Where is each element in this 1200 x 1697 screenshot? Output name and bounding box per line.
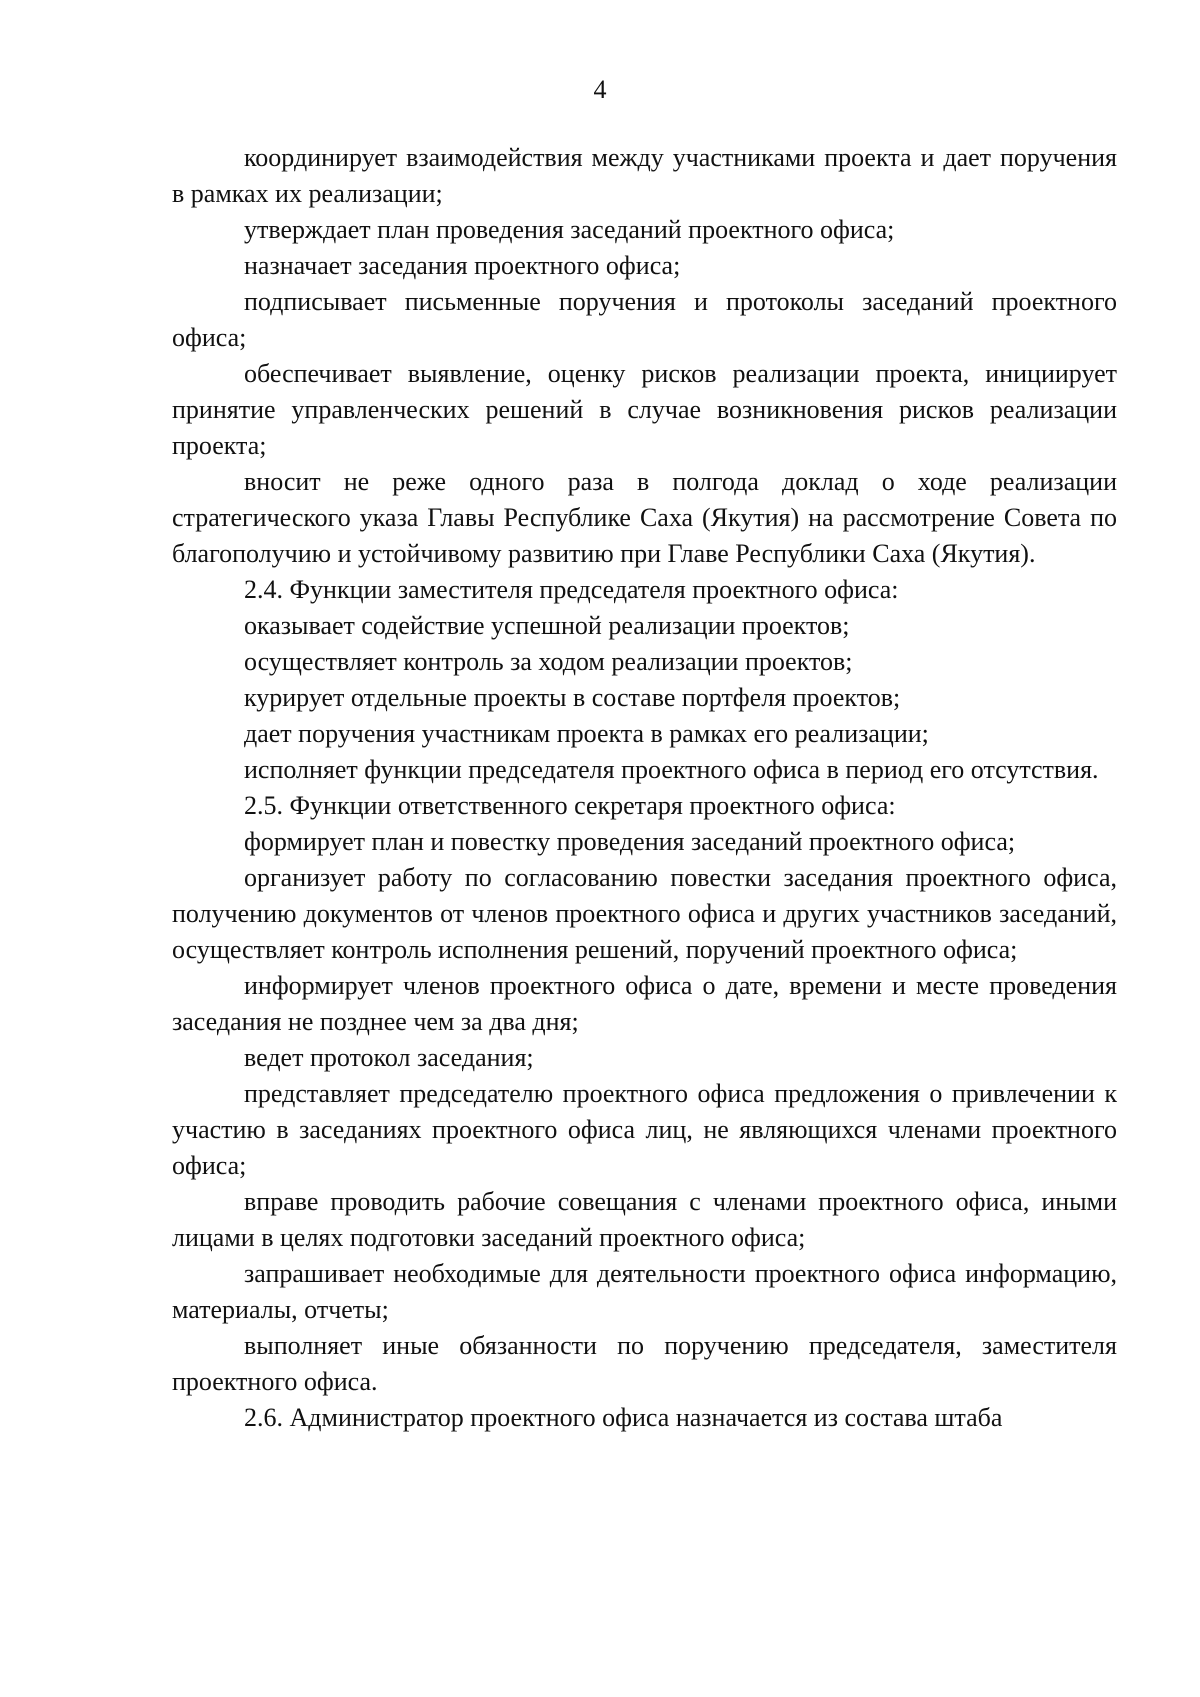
paragraph: формирует план и повестку проведения заседаний проектного офиса; (244, 827, 1016, 856)
paragraph: информирует членов проектного офиса о дате, времени и месте проведения заседания не позднее чем за два дня; (172, 971, 1117, 1036)
paragraph: курирует отдельные проекты в составе портфеля проектов; (244, 683, 901, 712)
paragraph: дает поручения участникам проекта в рамках его реализации; (244, 719, 929, 748)
paragraph: обеспечивает выявление, оценку рисков реализации проекта, инициирует принятие управленческих решений в случае возникновения рисков реализации проекта; (172, 359, 1117, 460)
paragraph: вносит не реже одного раза в полгода доклад о ходе реализации стратегического указа Главы Республике Саха (Якутия) на рассмотрение Совета по благополучию и устойчивому развитию при Главе Республики Саха (Якутия). (172, 467, 1117, 568)
document-body (172, 140, 1117, 1436)
paragraph: утверждает план проведения заседаний проектного офиса; (244, 215, 895, 244)
paragraph: оказывает содействие успешной реализации проектов; (244, 611, 850, 640)
paragraph: запрашивает необходимые для деятельности проектного офиса информацию, материалы, отчеты; (172, 1259, 1117, 1324)
paragraph: организует работу по согласованию повестки заседания проектного офиса, получению документов от членов проектного офиса и других участников заседаний, осуществляет контроль исполнения решений, поручений проектного офиса; (172, 863, 1117, 964)
paragraph: подписывает письменные поручения и протоколы заседаний проектного офиса; (172, 287, 1117, 352)
paragraph: осуществляет контроль за ходом реализации проектов; (244, 647, 853, 676)
paragraph: координирует взаимодействия между участниками проекта и дает поручения в рамках их реализации; (172, 143, 1117, 208)
page-number: 4 (593, 75, 607, 104)
section-heading: 2.5. Функции ответственного секретаря проектного офиса: (244, 791, 896, 820)
paragraph: вправе проводить рабочие совещания с членами проектного офиса, иными лицами в целях подготовки заседаний проектного офиса; (172, 1187, 1117, 1252)
paragraph: исполняет функции председателя проектного офиса в период его отсутствия. (244, 755, 1099, 784)
paragraph: представляет председателю проектного офиса предложения о привлечении к участию в заседаниях проектного офиса лиц, не являющихся членами проектного офиса; (172, 1079, 1117, 1180)
paragraph: выполняет иные обязанности по поручению председателя, заместителя проектного офиса. (172, 1331, 1117, 1396)
paragraph: ведет протокол заседания; (244, 1043, 534, 1072)
section-heading: 2.4. Функции заместителя председателя проектного офиса: (244, 575, 899, 604)
paragraph: назначает заседания проектного офиса; (244, 251, 681, 280)
section-heading: 2.6. Администратор проектного офиса назначается из состава штаба (244, 1403, 1003, 1432)
